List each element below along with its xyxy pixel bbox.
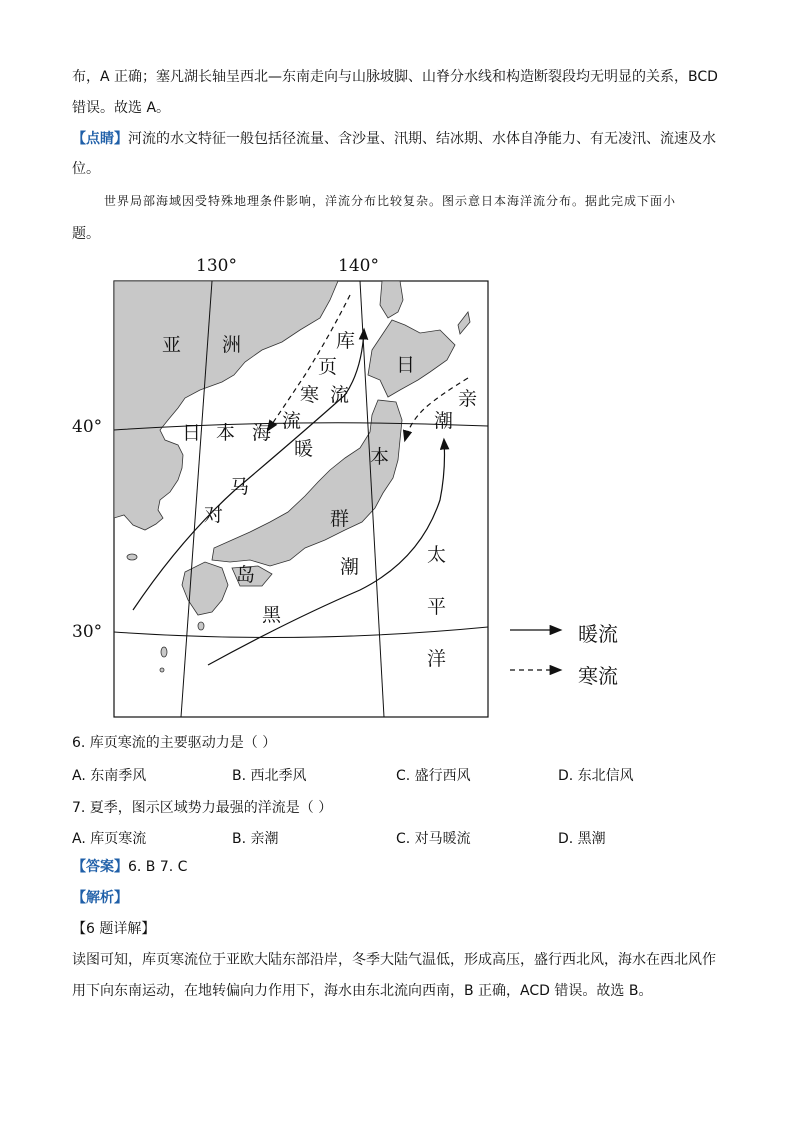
small-island bbox=[127, 554, 137, 560]
sea-label: 本 bbox=[216, 422, 236, 444]
q6-option-c: C. 盛行西风 bbox=[396, 768, 471, 784]
q7-option-a: A. 库页寒流 bbox=[72, 831, 147, 847]
pacific-label: 太 bbox=[427, 544, 447, 566]
japan-label: 日 bbox=[396, 354, 416, 376]
tsushima-current-label: 暖 bbox=[294, 438, 314, 460]
pacific-label: 平 bbox=[427, 596, 447, 618]
pacific-label: 洋 bbox=[427, 648, 447, 670]
lat-label-30: 30° bbox=[72, 622, 103, 642]
small-island bbox=[160, 668, 164, 672]
legend-warm-label: 暖流 bbox=[578, 622, 618, 646]
lon-label-140: 140° bbox=[338, 256, 379, 276]
q6-option-a: A. 东南季风 bbox=[72, 768, 147, 784]
qin-current-label: 亲 bbox=[458, 388, 478, 410]
paragraph-line: 错误。故选 A。 bbox=[72, 100, 171, 116]
small-island bbox=[161, 647, 167, 657]
islands-label: 群 bbox=[330, 508, 350, 530]
islands-label: 岛 bbox=[236, 564, 256, 586]
kuye-current-label: 寒 bbox=[300, 384, 320, 406]
detail-line: 用下向东南运动，在地转偏向力作用下，海水由东北流向西南，B 正确，ACD 错误。故选 B。 bbox=[72, 983, 653, 999]
small-island bbox=[198, 622, 204, 630]
question-6-stem: 6. 库页寒流的主要驱动力是（ ） bbox=[72, 735, 277, 751]
asia-label: 亚 bbox=[162, 334, 182, 356]
sea-label: 海 bbox=[252, 422, 272, 444]
kuroshio-current-label: 潮 bbox=[340, 556, 360, 578]
answer-line bbox=[72, 853, 722, 882]
intro-line: 世界局部海域因受特殊地理条件影响，洋流分布比较复杂。图示意日本海洋流分布。据此完成下面小 bbox=[104, 194, 677, 208]
lon-label-130: 130° bbox=[196, 256, 237, 276]
answer-text: 6. B 7. C bbox=[128, 859, 188, 875]
kuye-current-label: 库 bbox=[336, 330, 356, 352]
q6-option-d: D. 东北信风 bbox=[558, 768, 634, 784]
japan-label: 本 bbox=[370, 446, 390, 468]
q7-option-c: C. 对马暖流 bbox=[396, 831, 471, 847]
q7-option-b: B. 亲潮 bbox=[232, 831, 279, 847]
analysis-tag: 【解析】 bbox=[72, 890, 128, 906]
dianjing-text: 河流的水文特征一般包括径流量、含沙量、汛期、结冰期、水体自净能力、有无凌汛、流速及水 bbox=[128, 131, 716, 147]
tsushima-current-label: 马 bbox=[230, 476, 250, 498]
q6-option-b: B. 西北季风 bbox=[232, 768, 307, 784]
qin-current-label: 潮 bbox=[434, 410, 454, 432]
answer-tag: 【答案】 bbox=[72, 859, 128, 875]
sea-label: 日 bbox=[182, 422, 202, 444]
kuroshio-current-label: 黑 bbox=[262, 604, 282, 626]
paragraph-line: 位。 bbox=[72, 161, 100, 177]
tsushima-current-label: 对 bbox=[204, 504, 224, 526]
intro-line: 题。 bbox=[72, 226, 100, 242]
legend-cold-label: 寒流 bbox=[578, 664, 618, 688]
q7-option-d: D. 黑潮 bbox=[558, 831, 606, 847]
detail-tag: 【6 题详解】 bbox=[72, 921, 156, 937]
kuye-current-label: 页 bbox=[318, 356, 338, 378]
detail-line: 读图可知，库页寒流位于亚欧大陆东部沿岸，冬季大陆气温低，形成高压，盛行西北风，海水在西北风作 bbox=[72, 952, 716, 968]
asia-label: 洲 bbox=[222, 334, 242, 356]
dianjing-tag: 【点睛】 bbox=[72, 131, 128, 147]
lat-label-40: 40° bbox=[72, 417, 103, 437]
kuye-current-label: 流 bbox=[330, 384, 350, 406]
question-7-stem: 7. 夏季，图示区域势力最强的洋流是（ ） bbox=[72, 800, 333, 816]
kuye-current-label: 流 bbox=[282, 410, 302, 432]
paragraph-line: 布，A 正确；塞凡湖长轴呈西北—东南走向与山脉坡脚、山脊分水线和构造断裂段均无明显的关系，BCD bbox=[72, 69, 718, 85]
